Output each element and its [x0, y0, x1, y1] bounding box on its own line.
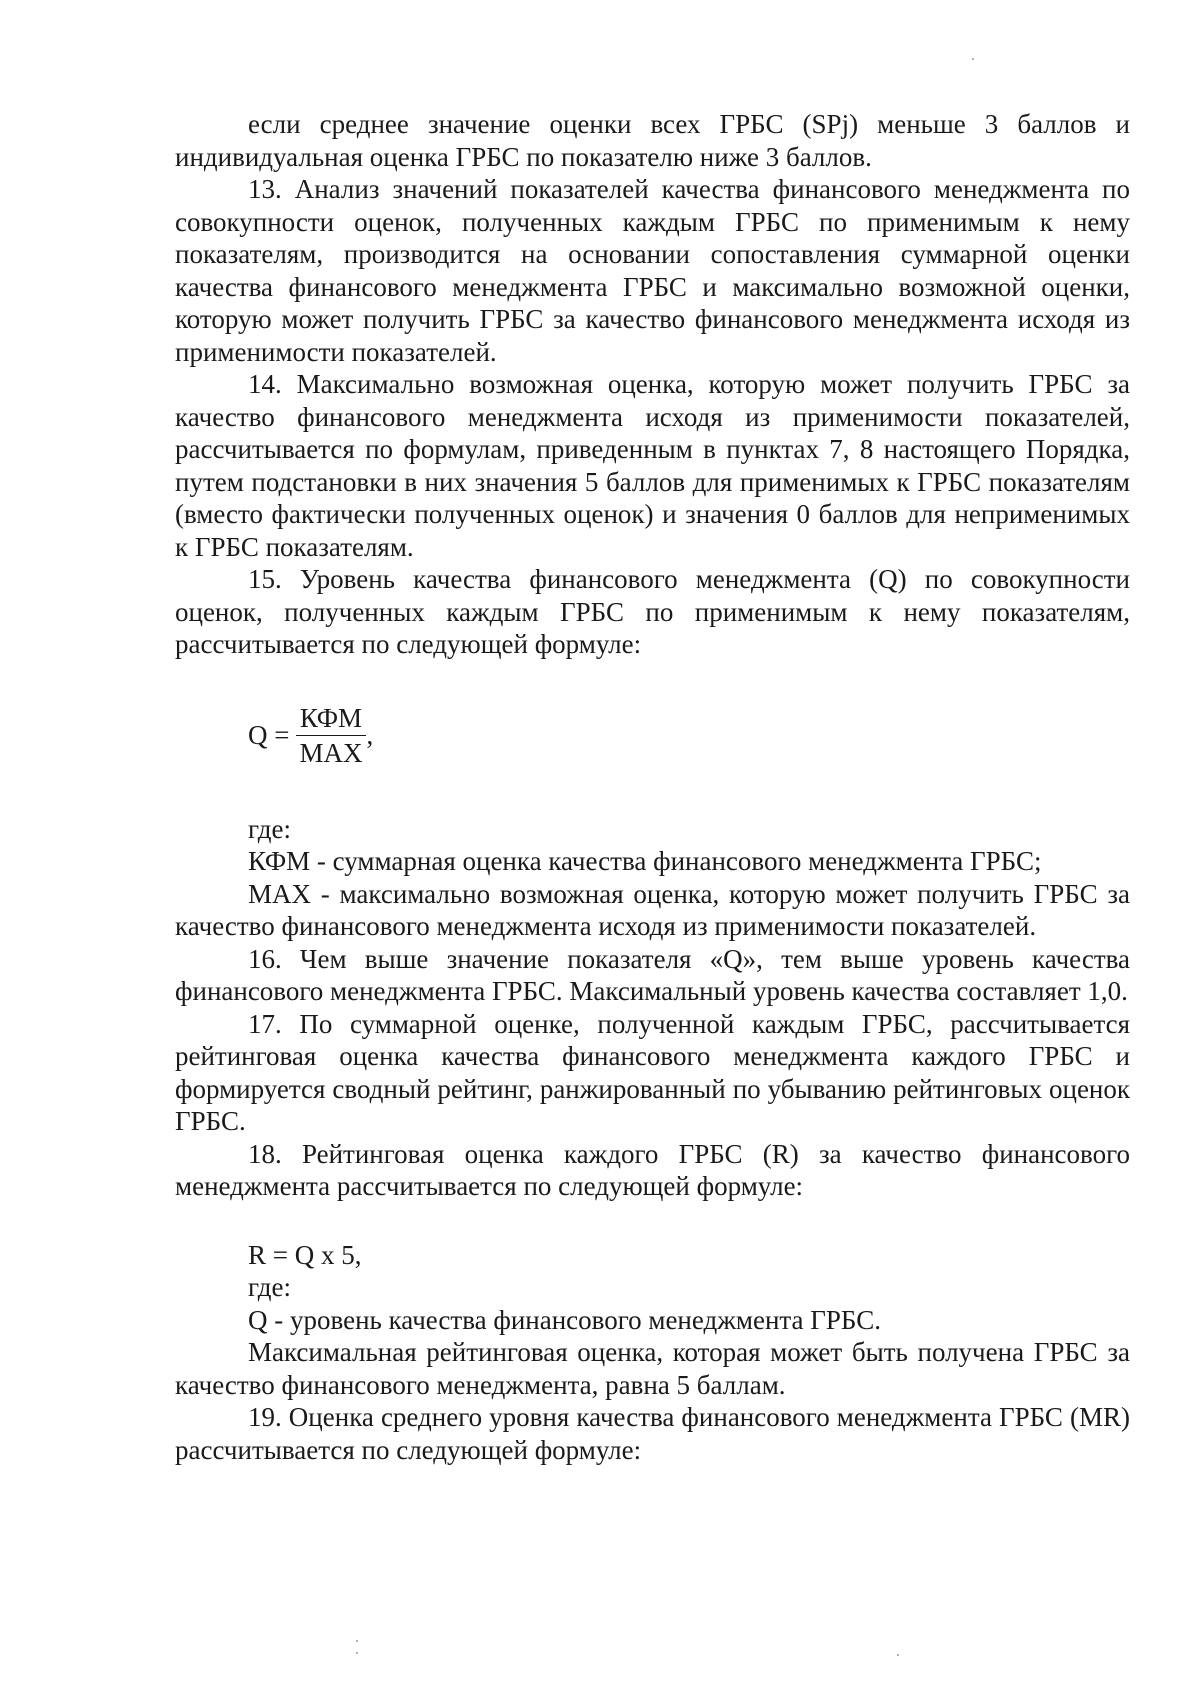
formula-q-expression [248, 703, 373, 768]
scan-speck [972, 58, 974, 60]
paragraph-18: 18. Рейтинговая оценка каждого ГРБС (R) за качество финансового менеджмента рассчитывается по следующей формуле: [175, 1138, 1130, 1201]
scan-speck [356, 1640, 358, 1642]
definition-q: Q - уровень качества финансового менеджмента ГРБС. [248, 1304, 881, 1335]
formula-q-denominator: MAX [299, 737, 363, 768]
where-label-1: где: [248, 813, 291, 844]
formula-q-numerator: КФМ [296, 703, 366, 736]
scan-speck [897, 1654, 899, 1656]
formula-q-fraction [295, 703, 366, 768]
scan-speck [356, 1652, 358, 1654]
paragraph-13: 13. Анализ значений показателей качества финансового менеджмента по совокупности оценок, полученных каждым ГРБС по применимым к нему показателям, производится на основании сопоставления суммарной оценки качества финансового менеджмента ГРБС и максимально возможной оценки, которую может получить ГРБС за качество финансового менеджмента исходя из применимости показателей. [175, 174, 1130, 367]
formula-q-trail: , [366, 719, 374, 750]
paragraph-continuation: если среднее значение оценки всех ГРБС (SPj) меньше 3 баллов и индивидуальная оценка ГРБС по показателю ниже 3 баллов. [175, 109, 1130, 172]
definition-max: MAX - максимально возможная оценка, которую может получить ГРБС за качество финансового менеджмента исходя из применимости показателей. [175, 878, 1130, 941]
where-label-2: где: [248, 1272, 291, 1302]
paragraph-15: 15. Уровень качества финансового менеджмента (Q) по совокупности оценок, полученных каждым ГРБС по применимым к нему показателям, рассчитывается по следующей формуле: [175, 564, 1130, 659]
formula-r: R = Q x 5, [248, 1239, 362, 1270]
paragraph-17: 17. По суммарной оценке, полученной каждым ГРБС, рассчитывается рейтинговая оценка качества финансового менеджмента каждого ГРБС и формируется сводный рейтинг, ранжированный по убыванию рейтинговых оценок ГРБС. [175, 1008, 1130, 1136]
paragraph-14: 14. Максимально возможная оценка, которую может получить ГРБС за качество финансового менеджмента исходя из применимости показателей, рассчитывается по формулам, приведенным в пунктах 7, 8 настоящего Порядка, путем подстановки в них значения 5 баллов для применимых к ГРБС показателям (вместо фактически полученных оценок) и значения 0 баллов для неприменимых к ГРБС показателям. [175, 369, 1130, 562]
document-page [175, 108, 1130, 1466]
paragraph-19: 19. Оценка среднего уровня качества финансового менеджмента ГРБС (MR) рассчитывается по следующей формуле: [175, 1402, 1130, 1465]
formula-q [175, 675, 1130, 795]
definition-kfm: КФМ - суммарная оценка качества финансового менеджмента ГРБС; [248, 846, 1042, 876]
paragraph-16: 16. Чем выше значение показателя «Q», тем выше уровень качества финансового менеджмента ГРБС. Максимальный уровень качества составляет 1,0. [175, 943, 1130, 1006]
formula-q-lhs: Q = [248, 719, 290, 750]
paragraph-max-rating: Максимальная рейтинговая оценка, которая может быть получена ГРБС за качество финансового менеджмента, равна 5 баллам. [175, 1337, 1130, 1400]
